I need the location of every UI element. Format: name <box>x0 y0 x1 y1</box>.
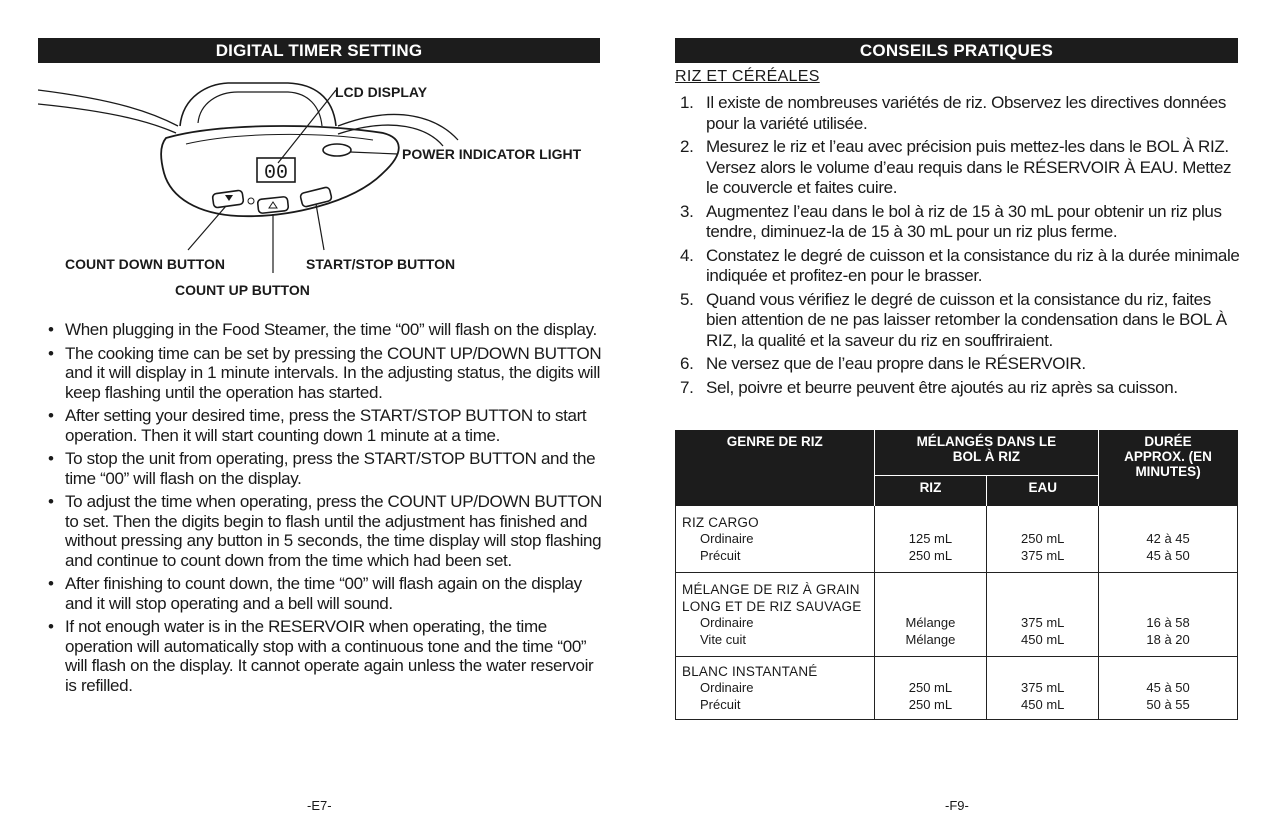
count-up-callout: COUNT UP BUTTON <box>175 282 310 298</box>
timer-diagram <box>38 68 600 308</box>
lcd-digits: 00 <box>263 162 289 185</box>
list-item: 5. Quand vous vérifiez le degré de cuisson et la consistance du riz, faites bien attention de ne pas laisser retomber la condensation dans le BOL À RIZ, la qualité et la saveur du riz en souffriraient. <box>680 289 1227 350</box>
page-number: -F9- <box>945 798 969 813</box>
timer-instructions <box>48 320 603 699</box>
page-number: -E7- <box>307 798 332 813</box>
rice-type-name: MÉLANGE DE RIZ À GRAIN <box>682 582 860 597</box>
power-indicator-callout: POWER INDICATOR LIGHT <box>402 146 582 162</box>
list-item: • The cooking time can be set by pressing the COUNT UP/DOWN BUTTON and it will display in 1 minute intervals. In the adjusting status, the digits will keep flashing until the operation has started. <box>48 343 602 402</box>
list-item: • To stop the unit from operating, press the START/STOP BUTTON and the time “00” will flash on the display. <box>48 449 596 488</box>
control-panel-illustration <box>38 68 600 308</box>
rice-type-name: BLANC INSTANTANÉ <box>682 664 818 679</box>
list-item: • After setting your desired time, press the START/STOP BUTTON to start operation. Then it will start counting down 1 minute at a time. <box>48 406 587 445</box>
genre-column-header: GENRE DE RIZ <box>676 430 875 506</box>
table-row: BLANC INSTANTANÉ Ordinaire Précuit 250 mL 250 mL 375 mL 450 mL 45 à 50 50 à 55 <box>676 657 1238 720</box>
list-item: 4. Constatez le degré de cuisson et la consistance du riz à la durée minimale indiquée et profitez-en pour le brasser. <box>680 245 1240 285</box>
list-item: 3. Augmentez l’eau dans le bol à riz de 15 à 30 mL pour obtenir un riz plus tendre, diminuez-la de 15 à 30 mL pour un riz plus ferme. <box>680 201 1222 241</box>
list-item: • When plugging in the Food Steamer, the time “00” will flash on the display. <box>48 320 597 339</box>
timer-section-header: DIGITAL TIMER SETTING <box>38 38 600 63</box>
eau-column-header: EAU <box>987 475 1099 506</box>
rice-subheading: RIZ ET CÉRÉALES <box>675 68 820 85</box>
table-row: RIZ CARGO Ordinaire Précuit 125 mL 250 mL 250 mL 375 mL 42 à 45 45 à 50 <box>676 506 1238 573</box>
list-item: • If not enough water is in the RESERVOIR when operating, the time operation will automatically stop with a continuous tone and the time “00” will flash on the display. It cannot operate again unless the water reservoir is refilled. <box>48 617 594 695</box>
list-item: 7. Sel, poivre et beurre peuvent être ajoutés au riz après sa cuisson. <box>680 377 1178 397</box>
melanges-column-header: MÉLANGÉS DANS LE BOL À RIZ <box>874 430 1099 475</box>
count-down-callout: COUNT DOWN BUTTON <box>65 256 225 272</box>
rice-type-name: RIZ CARGO <box>682 515 759 530</box>
duree-column-header: DURÉE APPROX. (EN MINUTES) <box>1099 430 1238 506</box>
rice-cooking-table <box>675 430 1238 720</box>
riz-column-header: RIZ <box>874 475 987 506</box>
list-item: • After finishing to count down, the time “00” will flash again on the display and it will stop operating and a bell will sound. <box>48 574 582 613</box>
right-page <box>675 0 1238 825</box>
list-item: 6. Ne versez que de l’eau propre dans le RÉSERVOIR. <box>680 354 1086 373</box>
list-item: • To adjust the time when operating, press the COUNT UP/DOWN BUTTON to set. Then the digits begin to flash until the adjustment has finished and without pressing any button in 5 seconds, the time display will stop flashing and continue to count down from the time which had been set. <box>48 492 602 570</box>
left-page <box>38 0 600 825</box>
list-item: 2. Mesurez le riz et l’eau avec précision puis mettez-les dans le BOL À RIZ. Versez alors le volume d’eau requis dans le RÉSERVOIR À EAU. Mettez le couvercle et faites cuire. <box>680 137 1232 197</box>
start-stop-callout: START/STOP BUTTON <box>306 256 456 272</box>
tips-section-header: CONSEILS PRATIQUES <box>675 38 1238 63</box>
rice-tips-list <box>680 93 1240 401</box>
lcd-display-callout: LCD DISPLAY <box>335 84 428 100</box>
list-item: 1. Il existe de nombreuses variétés de riz. Observez les directives données pour la variété utilisée. <box>680 93 1227 133</box>
table-row: MÉLANGE DE RIZ À GRAIN LONG ET DE RIZ SAUVAGE Ordinaire Vite cuit Mélange Mélange 375 mL 450 mL 16 à 58 18 à 20 <box>676 573 1238 657</box>
